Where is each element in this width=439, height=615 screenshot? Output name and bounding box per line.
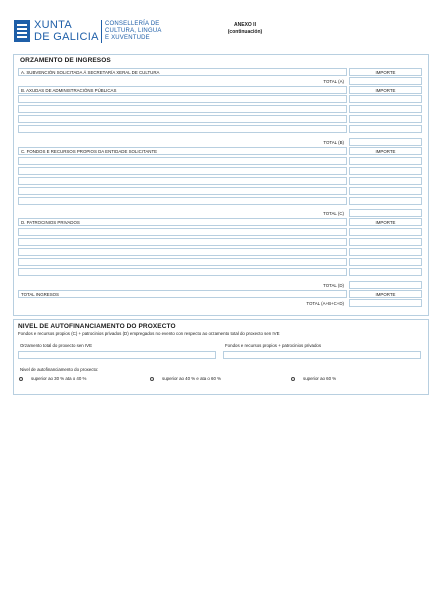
level-label: Nivel de autofinanciamento do proxecto: — [20, 367, 99, 372]
income-section-title: ORZAMENTO DE INGRESOS — [20, 57, 111, 64]
concept-input[interactable] — [18, 248, 347, 256]
section-d-total-label: TOTAL (D) — [323, 283, 344, 288]
table-row — [18, 258, 422, 266]
dept-line-1: CONSELLERÍA DE — [105, 21, 160, 27]
section-c-total-label: TOTAL (C) — [323, 211, 344, 216]
section-a-total-row — [18, 77, 422, 85]
amount-header: IMPORTE — [349, 68, 422, 76]
table-row — [18, 238, 422, 246]
table-row — [18, 268, 422, 276]
table-row — [18, 95, 422, 103]
concept-input[interactable] — [18, 167, 347, 175]
amount-input[interactable] — [349, 258, 422, 266]
radio-option-3[interactable] — [291, 377, 295, 381]
concept-input[interactable] — [18, 105, 347, 113]
amount-header: IMPORTE — [349, 147, 422, 155]
amount-input[interactable] — [349, 177, 422, 185]
concept-input[interactable] — [18, 197, 347, 205]
grand-total-label: TOTAL (A+B+C+D) — [306, 301, 344, 306]
table-row — [18, 177, 422, 185]
logo-line-2: DE GALICIA — [34, 31, 99, 43]
radio-option-3-label: superior ao 60 % — [303, 376, 337, 381]
xunta-logo-text — [34, 19, 99, 43]
table-row — [18, 105, 422, 113]
amount-input[interactable] — [349, 105, 422, 113]
radio-option-1-label: superior ao 30 % ata o 40 % — [31, 376, 87, 381]
concept-input[interactable] — [18, 268, 347, 276]
section-c-label: C. FONDOS E RECURSOS PROPIOS DA ENTIDADE SOLICITANTE — [18, 147, 347, 155]
self-funding-title: NIVEL DE AUTOFINANCIAMENTO DO PROXECTO — [18, 323, 176, 330]
radio-option-2-label: superior ao 40 % e ata o 60 % — [162, 376, 222, 381]
xunta-flag-icon — [14, 20, 30, 42]
amount-input[interactable] — [349, 268, 422, 276]
section-d-total-input[interactable] — [349, 281, 422, 289]
radio-option-2[interactable] — [150, 377, 154, 381]
section-d-header-row — [18, 218, 422, 226]
annex-title: ANEXO II — [234, 22, 256, 28]
concept-input[interactable] — [18, 177, 347, 185]
section-d-total-row — [18, 281, 422, 289]
table-row — [18, 125, 422, 133]
department-name — [105, 21, 162, 42]
section-a-header-row — [18, 68, 422, 76]
table-row — [18, 197, 422, 205]
section-b-total-input[interactable] — [349, 138, 422, 146]
table-row — [18, 167, 422, 175]
radio-option-1[interactable] — [19, 377, 23, 381]
section-a-label: A. SUBVENCIÓN SOLICITADA Á SECRETARÍA XERAL DE CULTURA — [18, 68, 347, 76]
section-c-header-row — [18, 147, 422, 155]
amount-input[interactable] — [349, 115, 422, 123]
section-a-total-label: TOTAL (A) — [323, 79, 344, 84]
self-funding-description: Fondos e recursos propios (C) + patrocinios privados (D) empregados no evento con respecto ao orzamento total do proxecto sen IVE — [18, 331, 280, 336]
amount-input[interactable] — [349, 187, 422, 195]
total-income-label: TOTAL INGRESOS — [18, 290, 347, 298]
grand-total-row — [18, 299, 422, 307]
section-c-total-input[interactable] — [349, 209, 422, 217]
concept-input[interactable] — [18, 115, 347, 123]
concept-input[interactable] — [18, 228, 347, 236]
table-row — [18, 187, 422, 195]
concept-input[interactable] — [18, 95, 347, 103]
section-b-total-row — [18, 138, 422, 146]
concept-input[interactable] — [18, 157, 347, 165]
amount-input[interactable] — [349, 95, 422, 103]
section-b-label: B. AXUDAS DE ADMINISTRACIÓNS PÚBLICAS — [18, 86, 347, 94]
amount-header: IMPORTE — [349, 218, 422, 226]
amount-header: IMPORTE — [349, 86, 422, 94]
funds-field-label: Fondos e recursos propios + patrocinios privados — [225, 343, 322, 348]
funds-field-input[interactable] — [223, 351, 421, 359]
amount-input[interactable] — [349, 248, 422, 256]
grand-total-input[interactable] — [349, 299, 422, 307]
section-d-label: D. PATROCINIOS PRIVADOS — [18, 218, 347, 226]
section-b-total-label: TOTAL (B) — [323, 140, 344, 145]
amount-input[interactable] — [349, 197, 422, 205]
logo-line-1: XUNTA — [34, 19, 72, 31]
concept-input[interactable] — [18, 125, 347, 133]
dept-line-2: CULTURA, LINGUA — [105, 28, 162, 34]
logo-divider — [101, 20, 102, 43]
dept-line-3: E XUVENTUDE — [105, 35, 150, 41]
annex-subtitle: (continuación) — [227, 29, 263, 35]
budget-field-input[interactable] — [18, 351, 216, 359]
total-income-header-row — [18, 290, 422, 298]
amount-header: IMPORTE — [349, 290, 422, 298]
table-row — [18, 115, 422, 123]
section-b-header-row — [18, 86, 422, 94]
budget-field-label: Orzamento total do proxecto sen IVE — [20, 343, 92, 348]
concept-input[interactable] — [18, 258, 347, 266]
amount-input[interactable] — [349, 238, 422, 246]
table-row — [18, 157, 422, 165]
amount-input[interactable] — [349, 125, 422, 133]
amount-input[interactable] — [349, 167, 422, 175]
concept-input[interactable] — [18, 238, 347, 246]
section-a-total-input[interactable] — [349, 77, 422, 85]
table-row — [18, 228, 422, 236]
annex-heading — [220, 22, 270, 36]
concept-input[interactable] — [18, 187, 347, 195]
amount-input[interactable] — [349, 157, 422, 165]
section-c-total-row — [18, 209, 422, 217]
amount-input[interactable] — [349, 228, 422, 236]
table-row — [18, 248, 422, 256]
